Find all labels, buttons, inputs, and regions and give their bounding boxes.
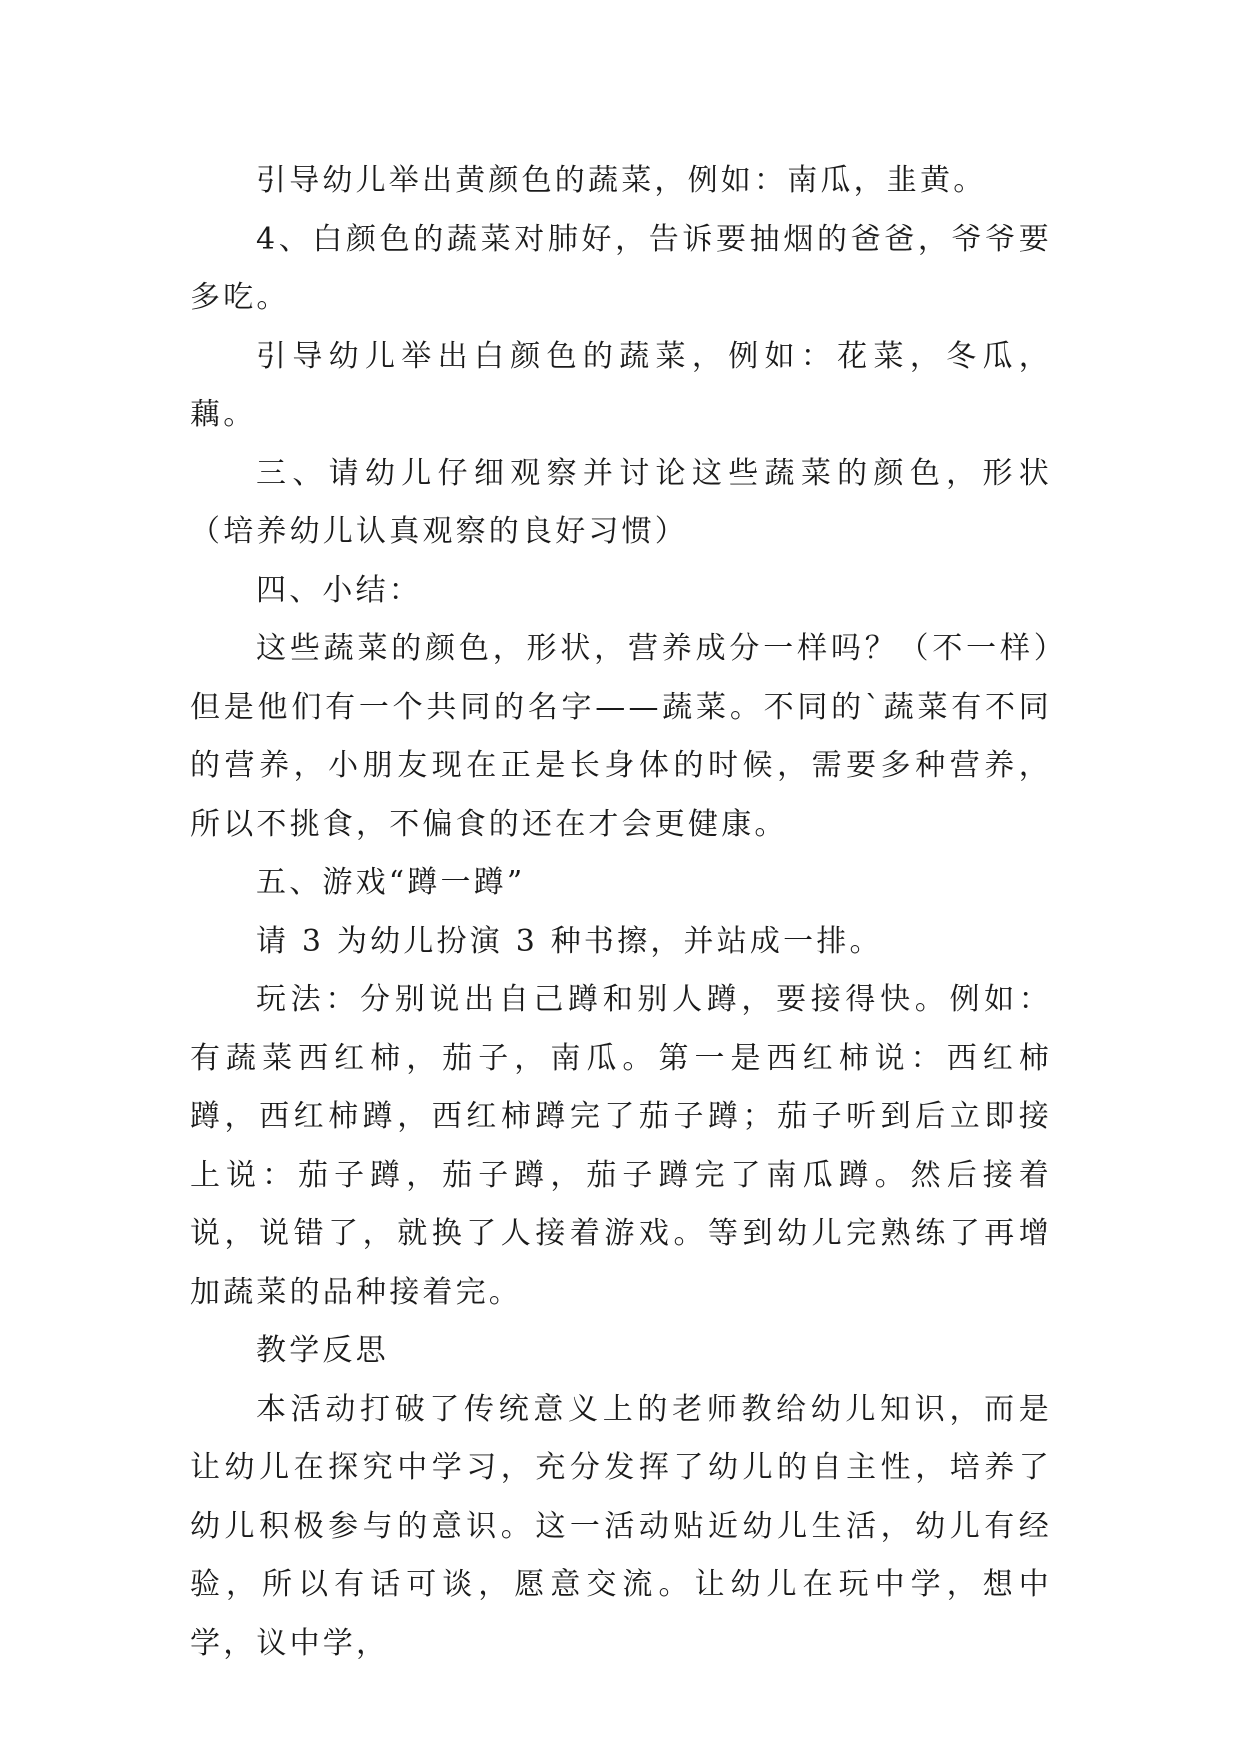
paragraph-game-setup: 请 3 为幼儿扮演 3 种书擦，并站成一排。 — [256, 923, 883, 959]
paragraph-observe-discuss: 三、请幼儿仔细观察并讨论这些蔬菜的颜色，形状（培养幼儿认真观察的良好习惯） — [190, 455, 1052, 549]
document-page — [190, 152, 1052, 1673]
paragraph-yellow-vegetables: 引导幼儿举出黄颜色的蔬菜，例如：南瓜，韭黄。 — [256, 163, 987, 198]
paragraph-white-vegetables-lungs: 4、白颜色的蔬菜对肺好，告诉要抽烟的爸爸，爷爷要多吃。 — [190, 221, 1052, 315]
paragraph-white-vegetables-examples: 引导幼儿举出白颜色的蔬菜，例如：花菜，冬瓜，藕。 — [190, 338, 1052, 432]
paragraph-summary-heading: 四、小结： — [256, 572, 422, 608]
paragraph-game-heading: 五、游戏“蹲一蹲” — [256, 865, 526, 900]
paragraph-reflection-heading: 教学反思 — [256, 1333, 389, 1368]
paragraph-reflection-body: 本活动打破了传统意义上的老师教给幼儿知识，而是让幼儿在探究中学习，充分发挥了幼儿的自主性，培养了幼儿积极参与的意识。这一活动贴近幼儿生活，幼儿有经验，所以有话可谈，愿意交流。让幼儿在玩中学，想中学，议中学， — [190, 1391, 1052, 1661]
paragraph-game-rules: 玩法：分别说出自己蹲和别人蹲，要接得快。例如：有蔬菜西红柿，茄子，南瓜。第一是西红柿说：西红柿蹲，西红柿蹲，西红柿蹲完了茄子蹲；茄子听到后立即接上说：茄子蹲，茄子蹲，茄子蹲完了南瓜蹲。然后接着说，说错了，就换了人接着游戏。等到幼儿完熟练了再增加蔬菜的品种接着完。 — [190, 982, 1052, 1310]
paragraph-summary-body: 这些蔬菜的颜色，形状，营养成分一样吗？（不一样）但是他们有一个共同的名字——蔬菜。不同的`蔬菜有不同的营养，小朋友现在正是长身体的时候，需要多种营养，所以不挑食，不偏食的还在才会更健康。 — [190, 631, 1052, 842]
